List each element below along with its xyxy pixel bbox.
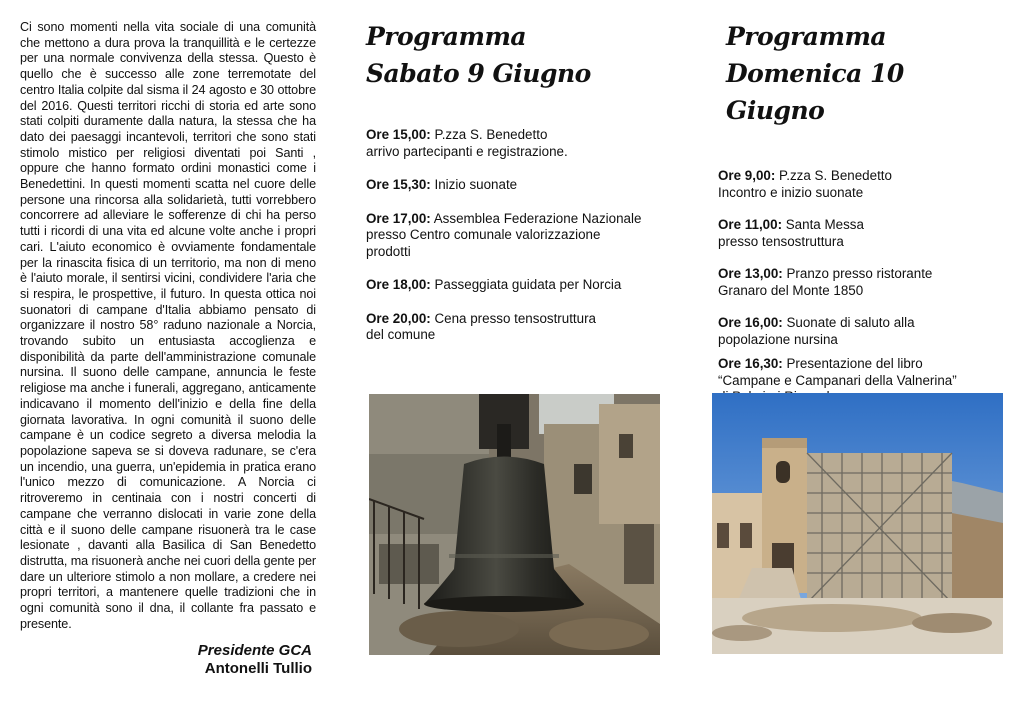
- event-time: Ore 15,30:: [366, 177, 431, 192]
- event-item: [366, 177, 676, 194]
- event-item: [718, 266, 1006, 299]
- event-text-line2: del comune: [366, 327, 436, 342]
- event-text: Passeggiata guidata per Norcia: [430, 277, 622, 292]
- event-time: Ore 16,00:: [718, 315, 783, 330]
- event-text: Assemblea Federazione Nazionale: [430, 210, 642, 226]
- signature-name: Antonelli Tullio: [204, 660, 312, 678]
- intro-text: Ci sono momenti nella vita sociale di una comunità che mettono a dura prova la tranquillità e le certezze per una normale convivenza della stessa. Questo è quello che è successo alle zone terremotate del centro Italia colpite dal sisma il 24 agosto e 30 ottobre del 2016. Questi territori ricchi di storia ed arte sono stati colpiti duramente dalla natura, la stessa che ha dato dei paesaggi incantevoli, territori che sono stati stimolo mistico per religiosi diventati poi Santi , oppure che hanno formato ordini monastici come i Benedettini. In questi momenti scatta nel cuore delle persone una rincorsa alla solidarietà, tutti vorrebbero concorrere ad alleviare le sofferenze di chi ha perso tutti i ricordi di una vita ed alcune volte anche i propri cari. L'aiuto economico è ovviamente fondamentale per la rinascita fisica di un territorio, ma non di meno è l'aiuto morale, il sentirsi vicini, condividere l'aria che si respira, le prospettive, il futuro. In questa ottica noi suonatori di campane d'Italia abbiamo pensato di organizzare il nostro 58° raduno nazionale a Norcia, trovando subito un entusiasta accoglienza e disponibilità da parte dell'amministrazione comunale nursina. Il suono delle campane, annuncia le feste religiose ma anche i funerali, aggregano, anticamente indicavano il momento dell'inizio e della fine della giornata lavorativa. In ogni comunità il suono delle campane è un codice segreto a diversa melodia la popolazione sapeva se si doveva radunare, se c'era un incendio, una guerra, un'epidemia in pratica erano l'unico mezzo di comunicazione. A Norcia ci ritroveremo in centinaia con i nostri concerti di campane che verranno dislocati in varie zone della città e il suono delle campane risuonerà tra le case lesionate , davanti alla Basilica di San Benedetto distrutta, ma risuonerà anche nei cuori della gente per dare un ulteriore stimolo a non mollare, a credere nei propri territori, a mantenere quelle tradizioni che in ogni comunità sono il dna, il collante fra passato e presente.: [20, 20, 316, 631]
- event-time: Ore 13,00:: [718, 266, 783, 281]
- event-text: Cena presso tensostruttura: [430, 310, 597, 326]
- signature: [20, 642, 316, 678]
- saturday-title: [366, 18, 676, 92]
- event-item: [366, 211, 676, 261]
- event-text-line2: arrivo partecipanti e registrazione.: [366, 143, 568, 159]
- event-text-line3: prodotti: [366, 243, 411, 259]
- bell-photo-image: [369, 394, 660, 655]
- event-time: Ore 11,00:: [718, 217, 783, 232]
- intro-column: [20, 20, 316, 678]
- event-time: Ore 18,00:: [366, 277, 431, 292]
- event-item: [366, 127, 676, 160]
- event-text: Suonate di saluto alla: [782, 315, 915, 330]
- event-text: Presentazione del libro: [782, 356, 923, 371]
- event-text: P.zza S. Benedetto: [775, 168, 892, 183]
- event-text-line2: presso tensostruttura: [718, 233, 844, 249]
- event-time: Ore 20,00:: [366, 310, 431, 326]
- event-text-line2: popolazione nursina: [718, 331, 838, 347]
- event-text: Pranzo presso ristorante: [782, 266, 933, 281]
- basilica-photo: [712, 393, 1003, 654]
- saturday-title-line2: Sabato 9 Giugno: [366, 59, 591, 88]
- event-item: [718, 168, 1006, 201]
- event-item: [366, 311, 676, 344]
- bell-photo: [369, 394, 660, 655]
- basilica-photo-image: [712, 393, 1003, 654]
- event-item: [718, 315, 1006, 348]
- event-text-line2: Granaro del Monte 1850: [718, 282, 864, 298]
- sunday-program: [718, 18, 1006, 422]
- event-time: Ore 9,00:: [718, 168, 776, 183]
- event-text-line2: “Campane e Campanari della Valnerina”: [718, 372, 957, 388]
- saturday-title-line1: Programma: [366, 22, 527, 51]
- event-time: Ore 15,00:: [366, 127, 431, 142]
- event-item: [718, 217, 1006, 250]
- event-text-line2: Incontro e inizio suonate: [718, 184, 864, 200]
- sunday-title-line1: Programma: [726, 22, 887, 51]
- saturday-program: [366, 18, 676, 361]
- sunday-title-line2: Domenica 10 Giugno: [726, 59, 904, 125]
- event-text: Santa Messa: [782, 217, 864, 232]
- event-text: P.zza S. Benedetto: [430, 127, 548, 142]
- event-text: Inizio suonate: [430, 177, 518, 192]
- event-item: [366, 277, 676, 294]
- signature-role: Presidente GCA: [197, 642, 312, 660]
- sunday-events: [718, 168, 1006, 406]
- saturday-events: [366, 127, 676, 344]
- event-text-line2: presso Centro comunale valorizzazione: [366, 227, 601, 242]
- sunday-title: [726, 18, 1006, 129]
- event-time: Ore 16,30:: [718, 356, 783, 371]
- event-time: Ore 17,00:: [366, 210, 431, 226]
